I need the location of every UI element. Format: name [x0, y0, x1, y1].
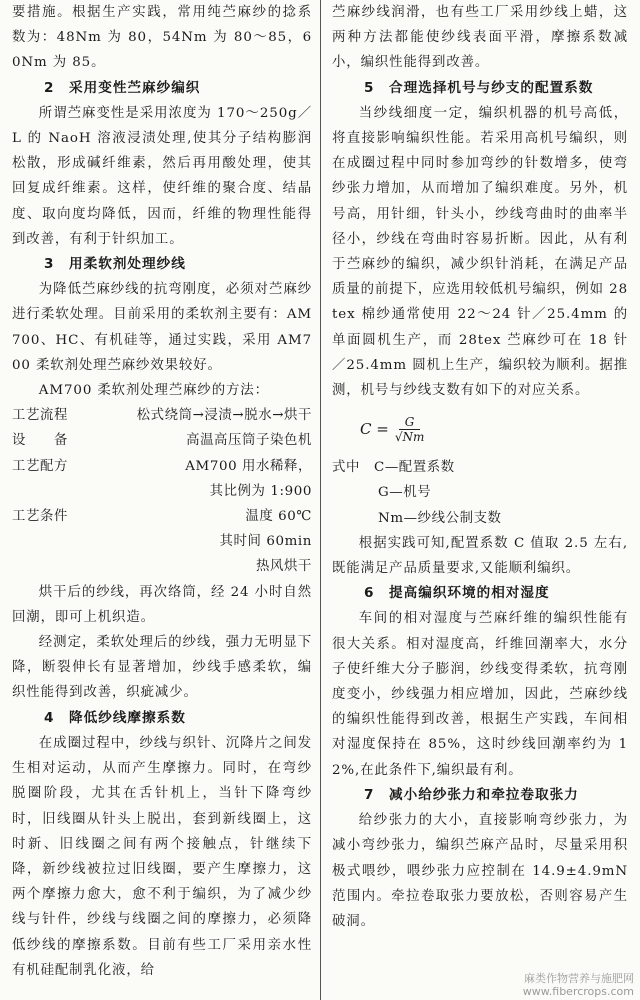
- equipment-label: 设 备: [12, 433, 68, 449]
- formula-denominator: √Nm: [394, 429, 425, 444]
- section-4-continued: 苎麻纱线润滑，也有些工厂采用纱线上蜡，这两种方法都能使纱线表面平滑，摩擦系数减小，编织性能得到改善。: [332, 5, 628, 71]
- config-coefficient-formula: [332, 403, 628, 455]
- section-6-paragraph: 车间的相对湿度与苎麻纤维的编织性能有很大关系。相对湿度高，纤维回潮率大，水分子使纤维大分子膨润，纱线变得柔软，抗弯刚度变小，纱线强力相应增加，因此，苎麻纱线的编织性能得到改善，根据生产实践，车间相对湿度保持在 85%，这时纱线回潮率约为 12%,在此条件下,编织最有利。: [332, 611, 628, 778]
- site-watermark: [523, 972, 634, 998]
- section-5-heading: 5 合理选择机号与纱支的配置系数: [364, 79, 594, 96]
- process-flow-row: [12, 403, 312, 428]
- recipe-row: [12, 454, 312, 479]
- section-7-heading: 7 减小给纱张力和牵拉卷取张力: [364, 786, 579, 803]
- formula-def-c: 式中 C—配置系数: [332, 460, 455, 476]
- section-5-paragraph: 当纱线细度一定，编织机器的机号高低，将直接影响编织性能。若采用高机号编织，则在成圈过程中同时参加弯纱的针数增多，使弯纱张力增加，从而增加了编织难度。另外，机号高，用针细，针头小，纱线弯曲时的曲率半径小，纱线在弯曲时容易折断。因此，从有利于苎麻纱的编织，减少织针消耗，在满足产品质量的前提下，应选用较低机号编织，例如 28tex 棉纱通常使用 22～24 针／25.4mm 的单面圆机生产，而 28tex 苎麻纱可在 18 针／25.4mm 圆机上生产，编织较为顺利。据推测，机号与纱线支数有如下的对应关系。: [332, 105, 628, 399]
- section-3-results: 经测定，柔软处理后的纱线，强力无明显下降，断裂伸长有显著增加，纱线手感柔软，编织性能得到改善，织疵减少。: [12, 635, 312, 701]
- section-4-paragraph: 在成圈过程中，纱线与织针、沉降片之间发生相对运动，从而产生摩擦力。同时，在弯纱脱圈阶段，尤其在舌针机上，当针下降弯纱时，旧线圈从针头上脱出，套到新线圈上，这时新、旧线圈之间有两个接触点，针继续下降，新纱线被拉过旧线圈，要产生摩擦力，这两个摩擦力愈大，愈不利于编织，为了减少纱线与针件，纱线与线圈之间的摩擦力，必须降低纱线的摩擦系数。目前有些工厂采用亲水性有机硅配制乳化液，给: [12, 735, 312, 978]
- section-5-conclusion: 根据实践可知,配置系数 C 值取 2.5 左右,既能满足产品质量要求,又能顺利编织。: [332, 535, 628, 577]
- recipe-value: AM700 用水稀释，: [185, 458, 312, 474]
- conditions-time: 其时间 60min: [219, 534, 312, 550]
- conditions-temperature: 温度 60℃: [245, 509, 312, 525]
- section-3-after-drying: 烘干后的纱线，再次络筒，经 24 小时自然回潮，即可上机织造。: [12, 584, 312, 625]
- formula-fraction: [395, 415, 425, 444]
- formula-def-nm: Nm—纱线公制支数: [378, 510, 502, 526]
- column-divider: [320, 0, 321, 1000]
- conditions-drying: 热风烘干: [256, 559, 312, 575]
- section-3-paragraph: 为降低苎麻纱线的抗弯刚度，必须对苎麻纱进行柔软处理。目前采用的柔软剂主要有：AM700、HC、有机硅等，通过实践，采用 AM700 柔软剂处理苎麻纱效果较好。: [12, 282, 312, 373]
- process-flow-label: 工艺流程: [12, 408, 68, 424]
- paragraph-continued: 要措施。根据生产实践，常用纯苎麻纱的捻系数为：48Nm 为 80，54Nm 为 80～85，60Nm 为 85。: [12, 5, 312, 71]
- equipment-row: [12, 428, 312, 453]
- watermark-url: www.fibercrops.com: [522, 985, 634, 998]
- left-column: [12, 0, 312, 1000]
- conditions-label: 工艺条件: [12, 509, 68, 525]
- section-3-heading: 3 用柔软剂处理纱线: [44, 256, 186, 273]
- equipment-value: 高温高压筒子染色机: [186, 433, 312, 449]
- section-2-heading: 2 采用变性苎麻纱编织: [44, 79, 201, 96]
- formula-numerator: G: [399, 415, 421, 430]
- process-flow-value: 松式绕筒→浸渍→脱水→烘干: [136, 408, 312, 424]
- recipe-ratio: 其比例为 1:900: [209, 483, 312, 499]
- watermark-site-name: 麻类作物营养与施肥网: [524, 972, 634, 985]
- section-7-paragraph: 给纱张力的大小，直接影响弯纱张力，为减小弯纱张力，编织苎麻产品时，尽量采用积极式喂纱，喂纱张力应控制在 14.9±4.9mN 范围内。牵拉卷取张力要放松，否则容易产生破洞。: [332, 813, 634, 929]
- section-2-paragraph: 所谓苎麻变性是采用浓度为 170～250g／L 的 NaoH 溶液浸渍处理,使其分子结构膨润松散，形成碱纤维素，然后再用酸处理，使其回复成纤维素。这样，使纤维的聚合度、结晶度、取向度均降低，因而，纤维的物理性能得到改善，有利于针织加工。: [12, 105, 312, 247]
- formula-def-g: G—机号: [378, 485, 432, 501]
- section-3-method-intro: AM700 柔软剂处理苎麻纱的方法：: [38, 383, 269, 399]
- right-column: [332, 0, 634, 1000]
- section-6-heading: 6 提高编织环境的相对湿度: [364, 585, 550, 602]
- conditions-row: [12, 504, 312, 529]
- recipe-label: 工艺配方: [12, 458, 68, 474]
- formula-lhs: C =: [360, 420, 389, 439]
- section-4-heading: 4 降低纱线摩擦系数: [44, 709, 186, 726]
